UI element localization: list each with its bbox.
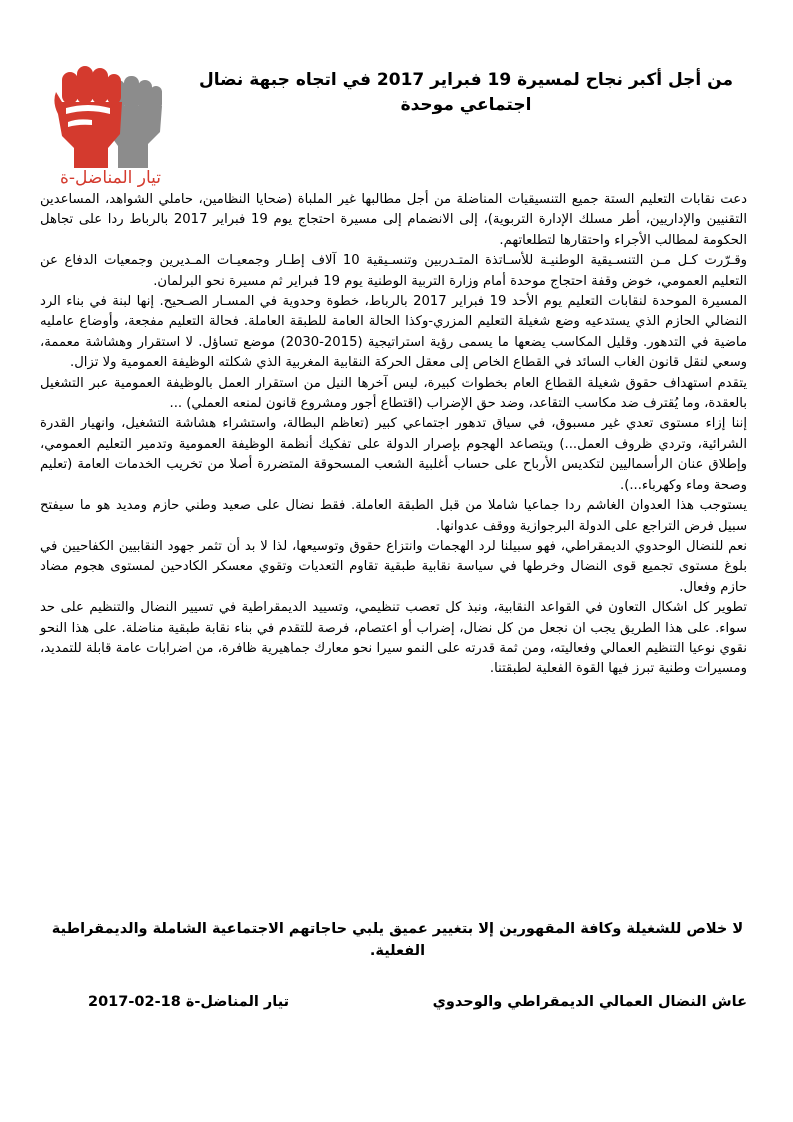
- paragraph: إننا إزاء مستوى تعدي غير مسبوق، في سياق تدهور اجتماعي كبير (تعاظم البطالة، واستشراء هشاشة التشغيل، وانهيار القدرة الشرائية، وتردي ظروف العمل...) ويتصاعد الهجوم بإصرار الدولة على تفكيك أنظمة الوظيفة العمومية وتدمير التعليم العمومي، وإطلاق عنان الرأسماليين لتكديس الأرباح على حساب أغلبية الشعب المسحوقة المتضررة أصلا من تخريب الخدمات العامة (تعليم وصحة وماء وكهرباء...).: [40, 416, 747, 493]
- closing-slogan: لا خلاص للشغيلة وكافة المقهورين إلا بتغيير عميق يلبي حاجاتهم الاجتماعية الشاملة والديمقراطية الفعلية.: [51, 921, 744, 959]
- paragraph: تطوير كل اشكال التعاون في القواعد النقابية، ونبذ كل تعصب تنظيمي، وتسييد الديمقراطية في تسيير النضال والتنظيم على حد سواء. على هذا الطريق يجب ان نجعل من كل نضال، إضراب أو اعتصام، فرصة للتقدم في بناء نقابة طبقية مناضلة. على هذا النحو نقوي نوعيا التنظيم العمالي وفعاليته، ومن ثمة قدرته على النمو سيرا نحو معارك جماهيرية ظافرة، من اضرابات عامة قابلة للتمديد، ومسيرات وطنية تبرز فيها القوة الفعلية لطبقتنا.: [40, 600, 747, 677]
- paragraph: يستوجب هذا العدوان الغاشم ردا جماعيا شاملا من قبل الطبقة العاملة. فقط نضال على صعيد وطني حازم ومديد هو ما سيفتح سبيل فرض التراجع على الدولة البرجوازية ووقف عدوانها.: [40, 498, 747, 534]
- raised-fist-icon: [48, 62, 168, 172]
- paragraph: دعت نقابات التعليم الستة جميع التنسيقيات المناضلة من أجل مطالبها غير الملباة (ضحايا النظامين، حاملي الشواهد، المساعدين التقنيين والإداريين، أطر مسلك الإدارة التربوية)، إلى الانضمام إلى مسيرة احتجاج يوم 19 فبراير 2017 بالرباط ردا على تجاهل الحكومة لمطالب الأجراء واحتقارها لتطلعاتهم.: [40, 192, 747, 248]
- logo-text: تيار المناضل-ة: [59, 168, 162, 188]
- footer: [88, 992, 747, 1012]
- page-title: من أجل أكبر نجاح لمسيرة 19 فبراير 2017 في اتجاه جبهة نضال اجتماعي موحدة: [199, 70, 733, 115]
- paragraph: يتقدم استهداف حقوق شغيلة القطاع العام بخطوات كبيرة، ليس آخرها النيل من استقرار العمل بالوظيفة العمومية عبر التشغيل بالعقدة، وما يُقترف ضد مكاسب التقاعد، وضد حق الإضراب (اقتطاع أجور ومشروع قانون لمنعه العملي) ...: [40, 375, 747, 412]
- paragraph: نعم للنضال الوحدوي الديمقراطي، فهو سبيلنا لرد الهجمات وانتزاع حقوق وتوسيعها، لذا لا بد أن تثمر جهود النقابيين الكفاحيين في بلوغ مستوى تجميع قوى النضال وخرطها في سياسة نقابية طبقية تقاوم التعديات وتقوي معسكر الكادحين لمستوى هجوم مضاد حازم وفعال.: [40, 538, 747, 595]
- footer-motto: عاش النضال العمالي الديمقراطي والوحدوي: [432, 994, 747, 1010]
- paragraph: وقـرّرت كـل مـن التنسـيقية الوطنيـة للأسـاتذة المتـدربين وتنسـيقية 10 آلاف إطـار وجمعيـات المـديرين وجمعيات الدفاع عن التعليم العمومي، خوض وقفة احتجاج موحدة أمام وزارة التربية الوطنية يوم 19 فبراير ثم مسيرة نحو البرلمان.: [40, 253, 748, 289]
- article-body: [40, 190, 747, 680]
- paragraph: المسيرة الموحدة لنقابات التعليم يوم الأحد 19 فبراير 2017 بالرباط، خطوة وحدوية في المسـار الصـحيح. إنها لبنة في بناء الرد النضالي الحازم الذي يستدعيه وضع شغيلة التعليم المزري-وكذا الحالة العامة للطبقة العاملة. فحالة التعليم مفجعة، وأوضاع عامليه ماضية في التدهور. وقليل المكاسب يضعها ما يسمى رؤية استراتيجية (2015-2030) موضع تساؤل. لا استقرار وهشاشة معممة، وسعي لنقل قانون الغاب السائد في القطاع الخاص إلى معقل الحركة النقابية المغربية الذي شكلته الوظيفة العمومية ولا تزال.: [40, 294, 748, 371]
- footer-signature: تيار المناضل-ة 18-02-2017: [88, 994, 290, 1010]
